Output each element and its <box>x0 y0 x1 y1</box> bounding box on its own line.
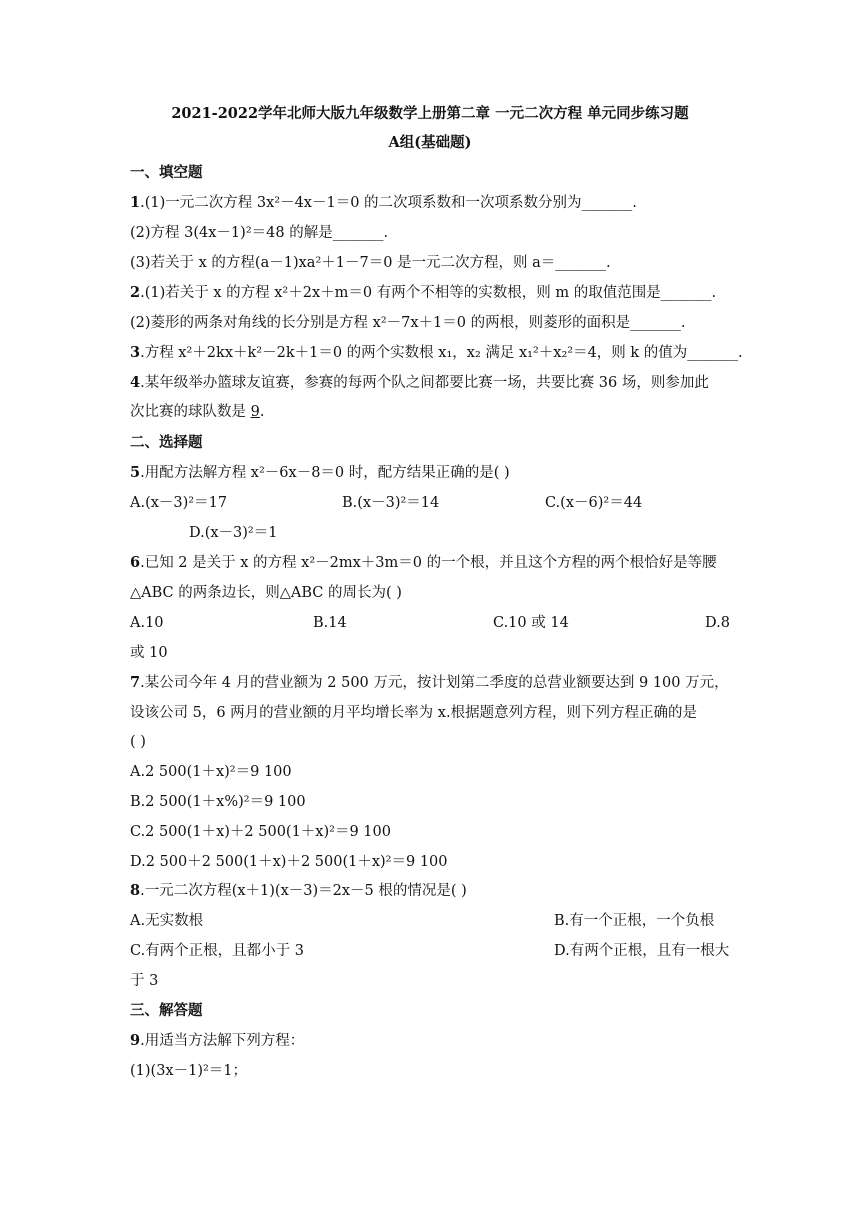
question-8-options-row-2 <box>130 941 730 961</box>
question-text: 次比赛的球队数是 <box>130 404 251 420</box>
option-d-continued: 于 3 <box>130 973 159 989</box>
question-7-line-2: 设该公司 5，6 两月的营业额的月平均增长率为 x.根据题意列方程，则下列方程正确的是 <box>130 705 698 721</box>
question-7-line-1 <box>130 673 730 693</box>
question-3 <box>130 343 743 363</box>
answer-blank: 9 <box>250 404 260 420</box>
option-d: D.(x－3)²＝1 <box>189 525 278 541</box>
question-number: 9 <box>130 1032 141 1049</box>
question-number: 5 <box>130 464 141 481</box>
question-text: .方程 x²＋2kx＋k²－2k＋1＝0 的两个实数根 x₁，x₂ 满足 x₁²＋x₂²＝4，则 k 的值为_______. <box>140 345 743 361</box>
question-4-line-2 <box>130 402 730 422</box>
option-b: B.有一个正根，一个负根 <box>554 913 715 929</box>
option-c: C.2 500(1＋x)＋2 500(1＋x)²＝9 100 <box>130 824 391 840</box>
option-a: A.2 500(1＋x)²＝9 100 <box>130 764 292 780</box>
question-text: .(1)一元二次方程 3x²－4x－1＝0 的二次项系数和一次项系数分别为_______. <box>140 195 637 211</box>
question-text: .某公司今年 4 月的营业额为 2 500 万元，按计划第二季度的总营业额要达到 9 100 万元， <box>140 675 729 691</box>
question-text: .已知 2 是关于 x 的方程 x²－2mx＋3m＝0 的一个根，并且这个方程的两个根恰好是等腰 <box>140 555 717 571</box>
question-number: 7 <box>130 674 141 691</box>
question-5 <box>130 463 730 483</box>
group-heading: A组(基础题) <box>388 134 472 151</box>
question-text-end: . <box>259 404 265 420</box>
question-text: .(1)若关于 x 的方程 x²＋2x＋m＝0 有两个不相等的实数根，则 m 的取值范围是_______. <box>140 285 717 301</box>
question-2-part-2: (2)菱形的两条对角线的长分别是方程 x²－7x＋1＝0 的两根，则菱形的面积是_______. <box>130 315 686 331</box>
question-4-line-1 <box>130 373 730 393</box>
option-b: B.(x－3)²＝14 <box>342 495 440 511</box>
question-1-part-2: (2)方程 3(4x－1)²＝48 的解是_______. <box>130 225 389 241</box>
question-2-part-1 <box>130 283 730 303</box>
question-6-line-2: △ABC 的两条边长，则△ABC 的周长为( ) <box>130 585 402 601</box>
question-5-options-row-2 <box>130 523 730 543</box>
question-number: 4 <box>130 374 141 391</box>
option-a: A.(x－3)²＝17 <box>130 495 228 511</box>
section-choice-heading: 二、选择题 <box>130 434 203 451</box>
question-8-options-row <box>130 911 730 931</box>
question-number: 6 <box>130 554 141 571</box>
question-7-line-3: ( ) <box>130 734 146 750</box>
option-d: D.有两个正根，且有一根大 <box>554 943 730 959</box>
option-c: C.(x－6)²＝44 <box>545 495 643 511</box>
question-text: .用配方法解方程 x²－6x－8＝0 时，配方结果正确的是( ) <box>140 465 510 481</box>
question-number: 3 <box>130 344 141 361</box>
option-c: C.10 或 14 <box>493 615 569 631</box>
question-text: .用适当方法解下列方程： <box>140 1033 305 1049</box>
question-text: .某年级举办篮球友谊赛，参赛的每两个队之间都要比赛一场，共要比赛 36 场，则参加此 <box>140 375 709 391</box>
option-b: B.14 <box>313 615 347 631</box>
option-d-continued: 或 10 <box>130 645 168 661</box>
question-number: 1 <box>130 194 141 211</box>
section-fill-heading: 一、填空题 <box>130 164 203 181</box>
question-1-part-3: (3)若关于 x 的方程(a－1)xa²＋1－7＝0 是一元二次方程，则 a＝_______. <box>130 255 611 271</box>
option-a: A.10 <box>130 615 164 631</box>
question-6-options-row <box>130 613 730 633</box>
question-5-options-row <box>130 493 730 513</box>
question-9-part-1: (1)(3x－1)²＝1； <box>130 1063 248 1079</box>
option-b: B.2 500(1＋x%)²＝9 100 <box>130 794 306 810</box>
question-8 <box>130 881 730 901</box>
section-solve-heading: 三、解答题 <box>130 1002 203 1019</box>
option-d: D.2 500＋2 500(1＋x)＋2 500(1＋x)²＝9 100 <box>130 854 448 870</box>
question-9 <box>130 1031 730 1051</box>
question-text: .一元二次方程(x＋1)(x－3)＝2x－5 根的情况是( ) <box>140 883 467 899</box>
page-title: 2021-2022学年北师大版九年级数学上册第二章 一元二次方程 单元同步练习题 <box>171 105 689 122</box>
question-1-part-1 <box>130 193 730 213</box>
question-6-line-1 <box>130 553 730 573</box>
question-number: 2 <box>130 284 141 301</box>
option-a: A.无实数根 <box>130 913 204 929</box>
option-d: D.8 <box>705 615 730 631</box>
option-c: C.有两个正根，且都小于 3 <box>130 943 305 959</box>
question-number: 8 <box>130 882 141 899</box>
